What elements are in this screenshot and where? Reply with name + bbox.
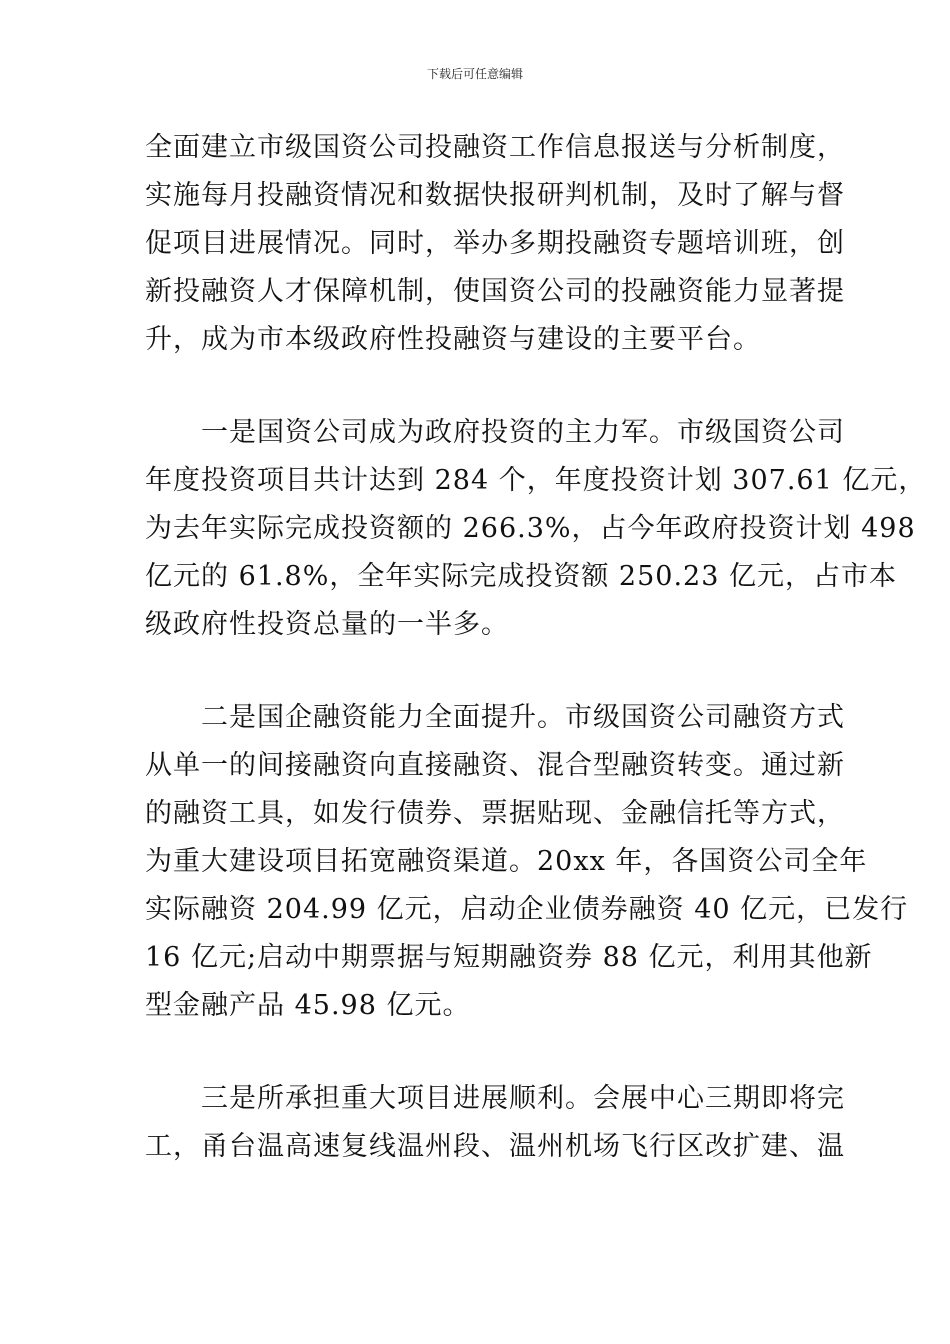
text-line: 年度投资项目共计达到 284 个，年度投资计划 307.61 亿元， [145, 465, 927, 496]
text-line: 新投融资人才保障机制，使国资公司的投融资能力显著提 [145, 276, 845, 307]
text-line: 为去年实际完成投资额的 266.3%，占今年政府投资计划 498 [145, 513, 916, 544]
paragraph-2 [145, 409, 927, 649]
document-body [145, 124, 927, 1216]
text-line: 三是所承担重大项目进展顺利。会展中心三期即将完 [145, 1083, 845, 1114]
text-line: 亿元的 61.8%，全年实际完成投资额 250.23 亿元，占市本 [145, 561, 897, 592]
text-line: 型金融产品 45.98 亿元。 [145, 990, 471, 1021]
text-line: 级政府性投资总量的一半多。 [145, 609, 509, 640]
text-line: 从单一的间接融资向直接融资、混合型融资转变。通过新 [145, 750, 845, 781]
text-line: 为重大建设项目拓宽融资渠道。20xx 年，各国资公司全年 [145, 846, 868, 877]
text-line: 16 亿元;启动中期票据与短期融资券 88 亿元，利用其他新 [145, 942, 873, 973]
page-header-note: 下载后可任意编辑 [426, 67, 523, 81]
paragraph-1 [145, 124, 845, 364]
text-line: 实际融资 204.99 亿元，启动企业债券融资 40 亿元，已发行 [145, 894, 909, 925]
text-line: 一是国资公司成为政府投资的主力军。市级国资公司 [145, 417, 845, 448]
text-line: 工，甬台温高速复线温州段、温州机场飞行区改扩建、温 [145, 1131, 845, 1162]
paragraph-4 [145, 1075, 845, 1171]
text-line: 升，成为市本级政府性投融资与建设的主要平台。 [145, 324, 761, 355]
text-line: 实施每月投融资情况和数据快报研判机制，及时了解与督 [145, 180, 845, 211]
text-line: 全面建立市级国资公司投融资工作信息报送与分析制度， [145, 132, 845, 163]
text-line: 的融资工具，如发行债券、票据贴现、金融信托等方式， [145, 798, 845, 829]
text-line: 二是国企融资能力全面提升。市级国资公司融资方式 [145, 702, 845, 733]
paragraph-3 [145, 694, 909, 1030]
text-line: 促项目进展情况。同时，举办多期投融资专题培训班，创 [145, 228, 845, 259]
